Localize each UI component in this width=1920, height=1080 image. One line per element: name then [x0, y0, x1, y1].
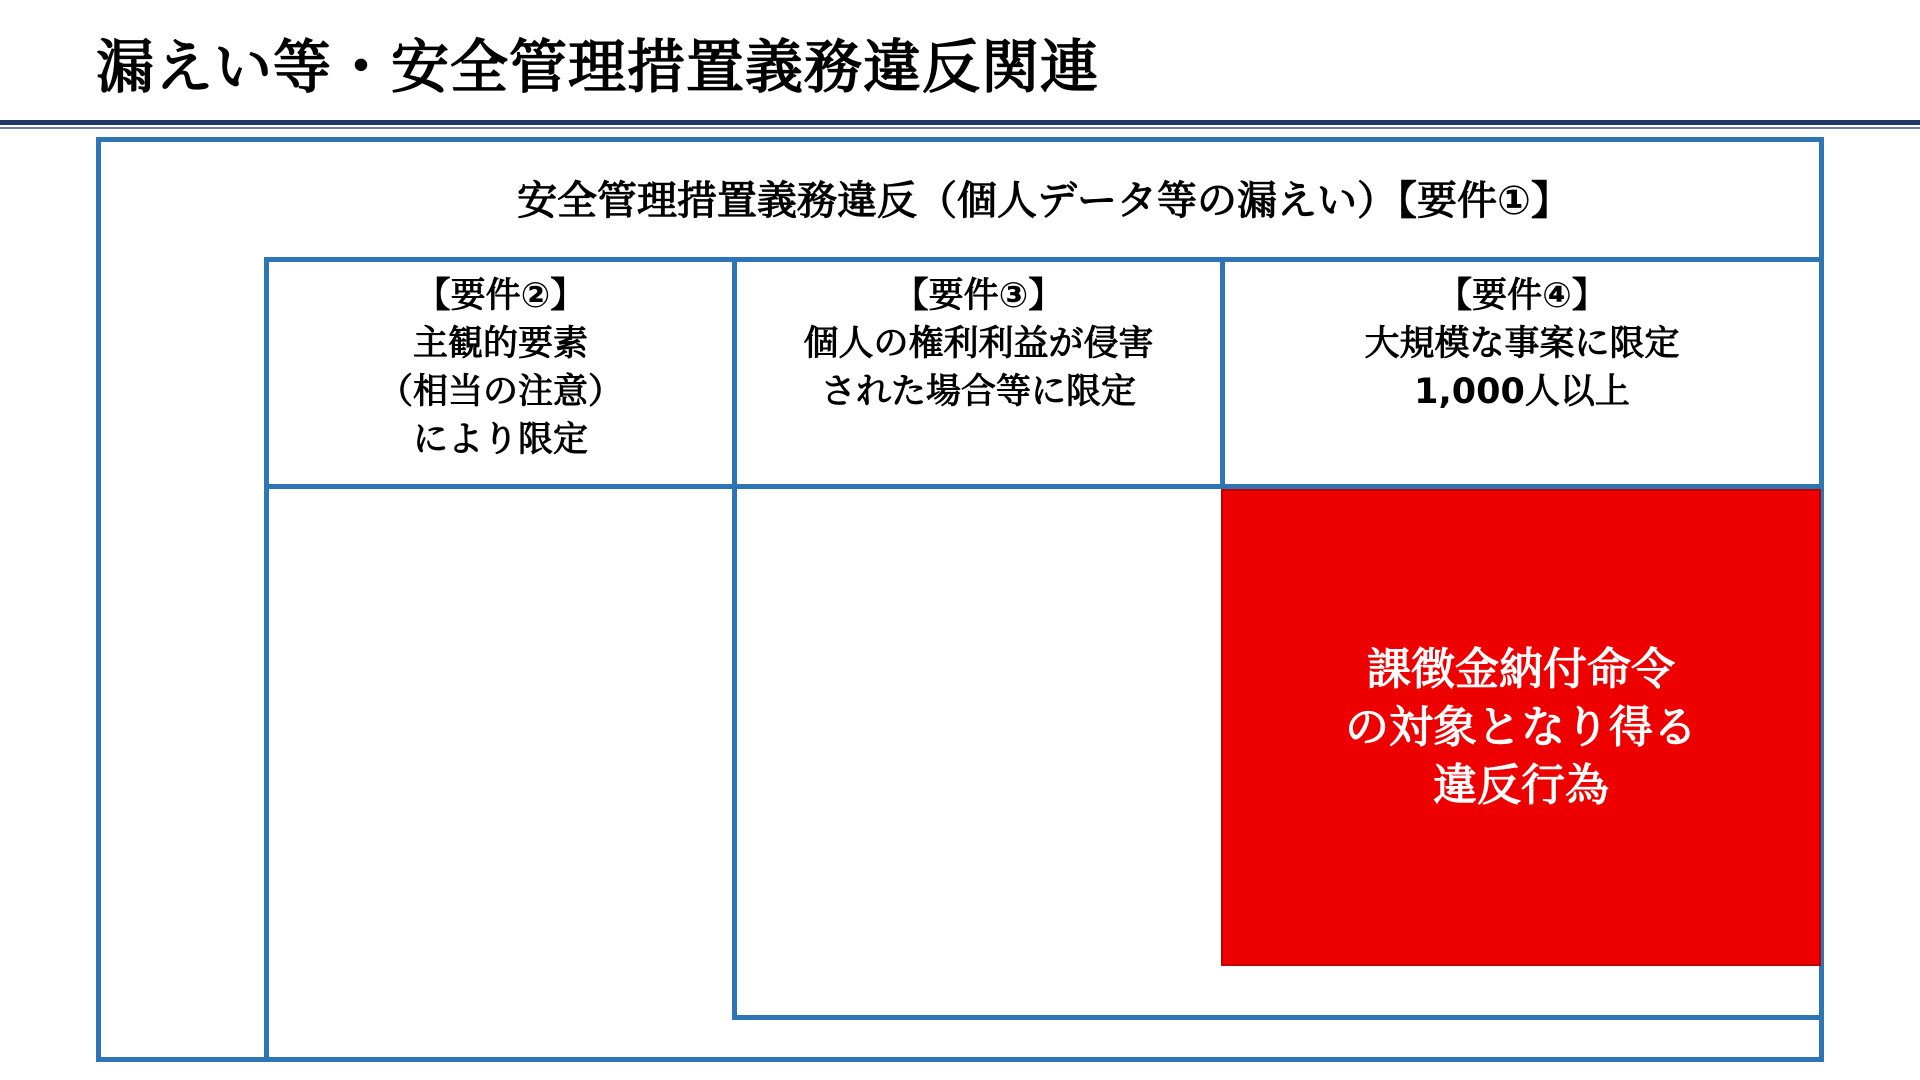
- result-line: 違反行為: [1433, 759, 1609, 811]
- requirement4-line: 1,000人以上: [1414, 372, 1630, 412]
- slide-title: 漏えい等・安全管理措置義務違反関連: [96, 33, 1100, 101]
- requirement2-line: （相当の注意）: [377, 372, 623, 412]
- result-line: の対象となり得る: [1345, 701, 1697, 753]
- requirement1-label: 安全管理措置義務違反（個人データ等の漏えい）【要件①】: [517, 177, 1571, 224]
- requirement2-label: [269, 272, 732, 464]
- header-divider: [264, 484, 1224, 489]
- requirement2-line: により限定: [412, 420, 588, 460]
- requirement3-label: [737, 272, 1220, 416]
- requirement4-line: 大規模な事案に限定: [1364, 324, 1680, 364]
- requirement3-line: 個人の権利利益が侵害: [803, 324, 1154, 364]
- requirement2-line: 【要件②】: [415, 276, 586, 316]
- requirement4-label: [1225, 272, 1819, 416]
- requirement3-line: された場合等に限定: [820, 372, 1136, 412]
- title-divider-thin: [0, 127, 1920, 129]
- surcharge-target-box: [1221, 489, 1821, 966]
- requirement3-line: 【要件③】: [893, 276, 1064, 316]
- title-divider: [0, 120, 1920, 125]
- requirement4-line: 【要件④】: [1437, 276, 1607, 316]
- result-line: 課徴金納付命令: [1367, 643, 1675, 695]
- requirement2-line: 主観的要素: [412, 324, 588, 364]
